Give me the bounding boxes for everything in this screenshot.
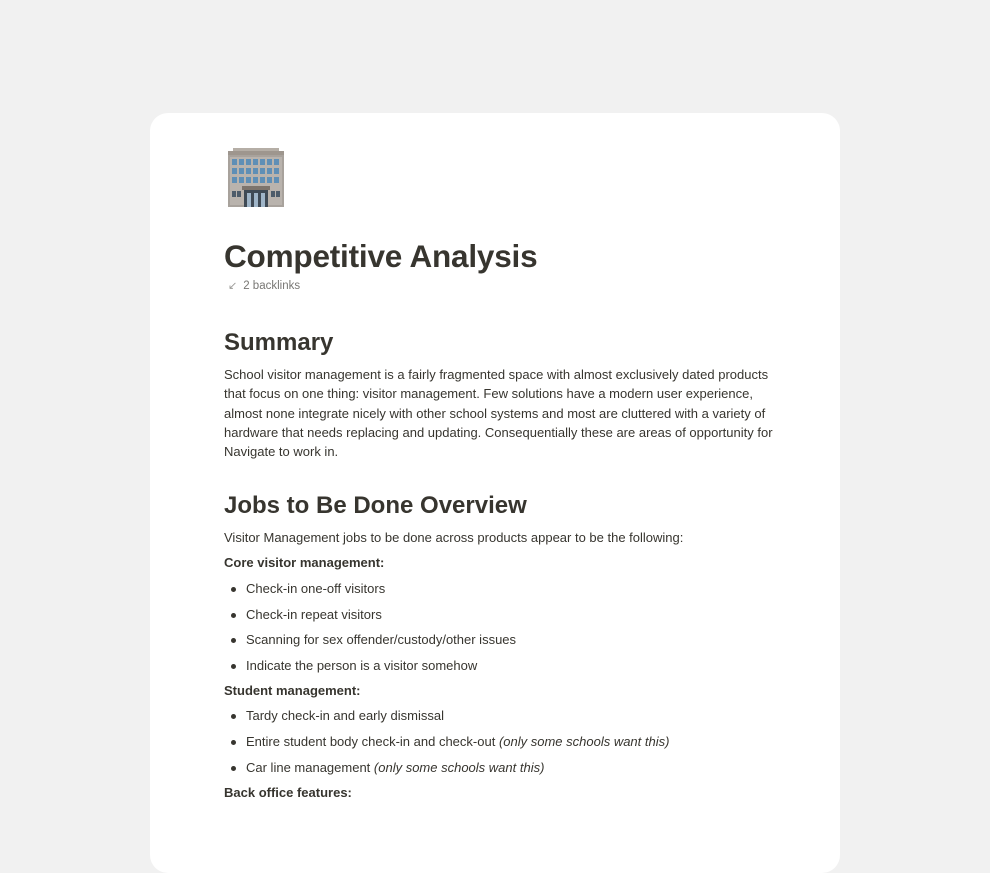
- list-item-text: Check-in repeat visitors: [246, 606, 382, 622]
- list-item: [224, 733, 784, 751]
- list-item-text: Car line management: [246, 759, 374, 775]
- core-visitor-list: [224, 580, 784, 675]
- list-item-text: Tardy check-in and early dismissal: [246, 708, 444, 724]
- list-item-text: Indicate the person is a visitor somehow: [246, 657, 478, 673]
- list-item-text: Check-in one-off visitors: [246, 581, 386, 597]
- student-management-list: [224, 707, 784, 776]
- group-label-student: Student management:: [224, 682, 361, 698]
- list-item-note: (only some schools want this): [373, 759, 545, 775]
- list-item: [224, 707, 784, 725]
- backlinks-label: 2 backlinks: [243, 279, 301, 292]
- list-item-note: (only some schools want this): [498, 734, 670, 750]
- arrow-down-left-icon: ↙: [228, 280, 238, 292]
- office-building-icon[interactable]: [224, 145, 288, 209]
- list-item-text: Entire student body check-in and check-out: [246, 734, 499, 750]
- summary-paragraph: School visitor management is a fairly fragmented space with almost exclusively dated products that focus on one thing: visitor management. Few solutions have a modern user experience, almost none integrate nicely with other school systems and most are cluttered with a variety of hardware that needs replacing and updating. Consequentially these are areas of opportunity for Navigate to work in.: [224, 367, 773, 460]
- list-item: [224, 631, 784, 649]
- summary-heading: Summary: [224, 329, 334, 356]
- page-title: Competitive Analysis: [224, 238, 538, 274]
- list-item-text: Scanning for sex offender/custody/other issues: [246, 632, 517, 648]
- list-item: [224, 657, 784, 675]
- group-label-core: Core visitor management:: [224, 555, 385, 571]
- page-card: [150, 113, 840, 873]
- list-item: [224, 606, 784, 624]
- list-item: [224, 759, 784, 777]
- jobs-heading: Jobs to Be Done Overview: [224, 492, 527, 520]
- list-item: [224, 580, 784, 598]
- jobs-intro: Visitor Management jobs to be done across products appear to be the following:: [224, 530, 684, 546]
- page-content: [224, 145, 784, 802]
- group-label-back-office: Back office features:: [224, 784, 352, 800]
- backlinks-link[interactable]: [224, 279, 784, 292]
